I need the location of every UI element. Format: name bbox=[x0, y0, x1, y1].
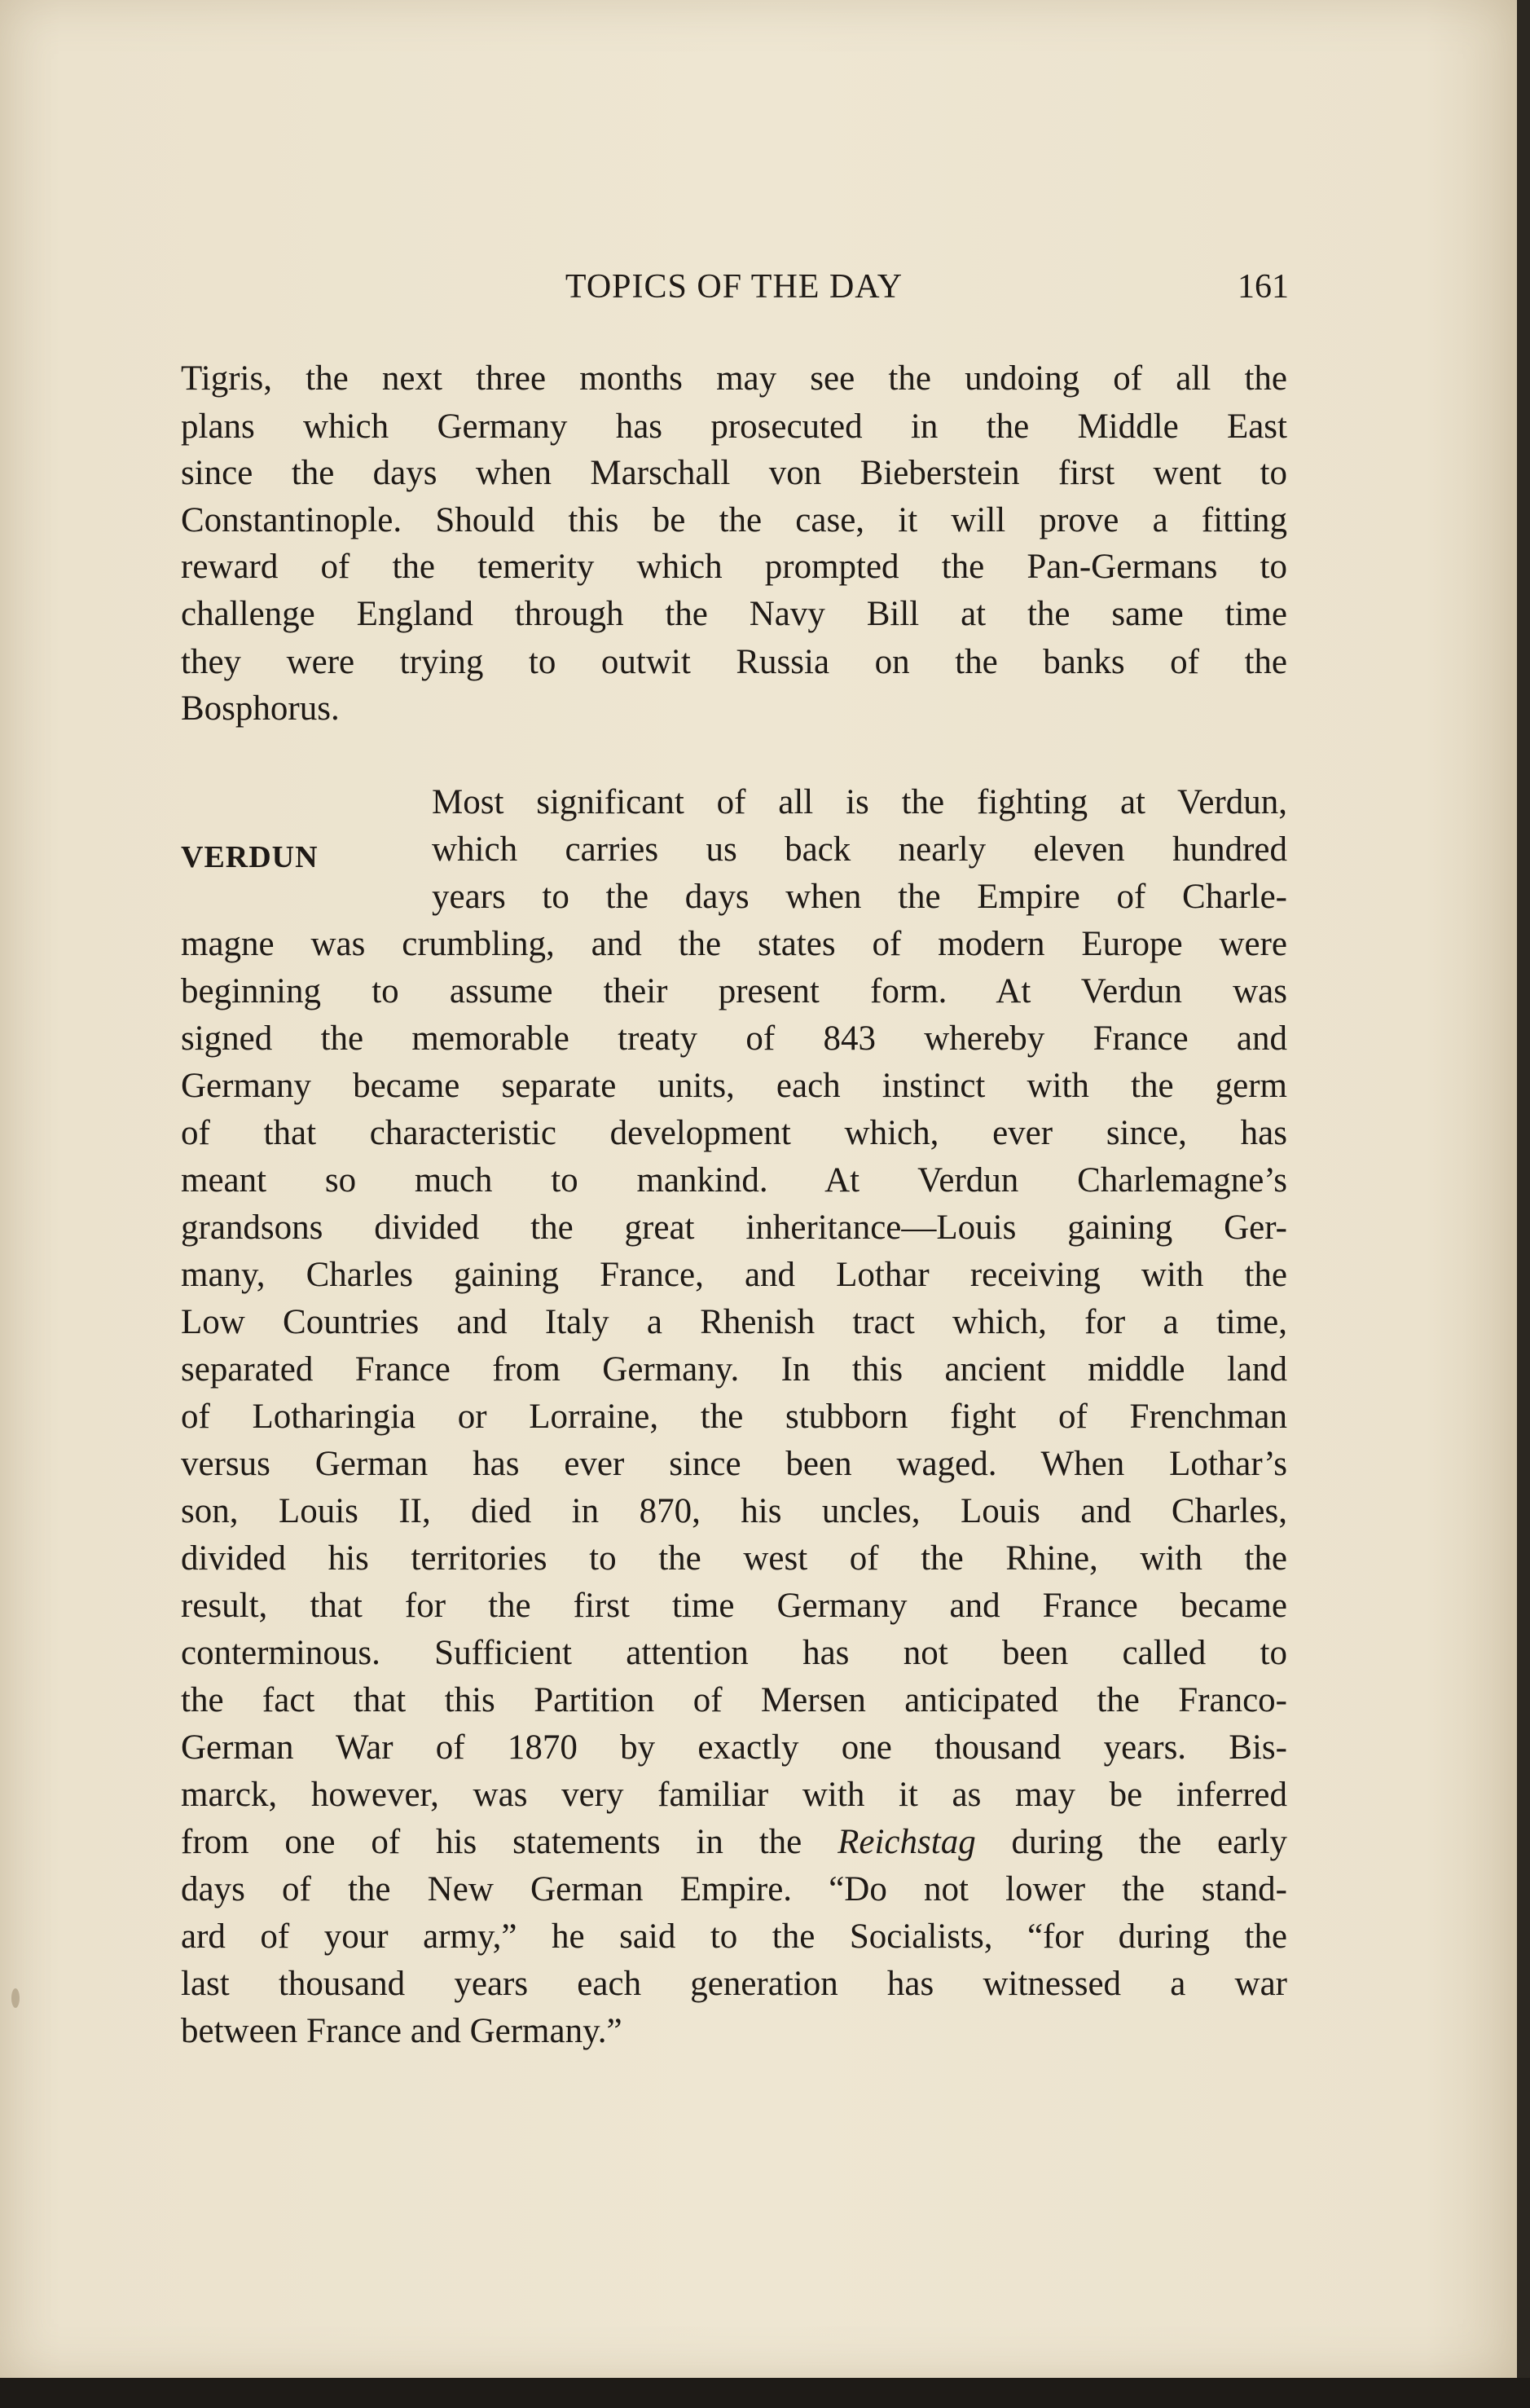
text-line: they were trying to outwit Russia on the banks of the bbox=[181, 643, 1287, 681]
text-line: since the days when Marschall von Bieberstein first went to bbox=[181, 454, 1287, 492]
text-line: the fact that this Partition of Mersen anticipated the Franco- bbox=[181, 1681, 1287, 1719]
text-line: days of the New German Empire. “Do not lower the stand- bbox=[181, 1870, 1287, 1908]
sidenote-verdun: VERDUN bbox=[181, 840, 319, 874]
text-line: between France and Germany.” bbox=[181, 2012, 622, 2050]
running-head bbox=[179, 267, 1289, 316]
reichstag-italic: Reichstag bbox=[838, 1823, 976, 1861]
text-line: from one of his statements in the Reichstag during the early bbox=[181, 1823, 1287, 1861]
text-line: which carries us back nearly eleven hundred bbox=[432, 830, 1287, 869]
text-line: Most significant of all is the fighting at Verdun, bbox=[432, 783, 1287, 821]
text-line: conterminous. Sufficient attention has not been called to bbox=[181, 1634, 1287, 1672]
text-line: signed the memorable treaty of 843 whereby France and bbox=[181, 1019, 1287, 1058]
text-line: challenge England through the Navy Bill at the same time bbox=[181, 595, 1287, 633]
text-line: son, Louis II, died in 870, his uncles, Louis and Charles, bbox=[181, 1492, 1287, 1530]
text-line: German War of 1870 by exactly one thousand years. Bis- bbox=[181, 1728, 1287, 1767]
text-line: Low Countries and Italy a Rhenish tract which, for a time, bbox=[181, 1303, 1287, 1341]
text-line: marck, however, was very familiar with it as may be inferred bbox=[181, 1776, 1287, 1814]
text-line: Bosphorus. bbox=[181, 689, 340, 728]
text-line: Germany became separate units, each instinct with the germ bbox=[181, 1067, 1287, 1105]
text-line: Tigris, the next three months may see the undoing of all the bbox=[181, 359, 1287, 398]
text-line: of Lotharingia or Lorraine, the stubborn fight of Frenchman bbox=[181, 1398, 1287, 1436]
text-line: ard of your army,” he said to the Socialists, “for during the bbox=[181, 1917, 1287, 1956]
text-line: magne was crumbling, and the states of modern Europe were bbox=[181, 925, 1287, 963]
text-line: of that characteristic development which, ever since, has bbox=[181, 1114, 1287, 1152]
text-line: many, Charles gaining France, and Lothar receiving with the bbox=[181, 1256, 1287, 1294]
text-line: divided his territories to the west of the Rhine, with the bbox=[181, 1539, 1287, 1578]
text-line: last thousand years each generation has witnessed a war bbox=[181, 1965, 1287, 2003]
text-line: result, that for the first time Germany and France became bbox=[181, 1587, 1287, 1625]
text-line: plans which Germany has prosecuted in the Middle East bbox=[181, 407, 1287, 446]
running-title: TOPICS OF THE DAY bbox=[565, 268, 903, 306]
text-line: versus German has ever since been waged. When Lothar’s bbox=[181, 1445, 1287, 1483]
text-line: reward of the temerity which prompted the Pan-Germans to bbox=[181, 548, 1287, 586]
text-line: beginning to assume their present form. At Verdun was bbox=[181, 972, 1287, 1010]
page-bottom-edge bbox=[0, 2378, 1530, 2408]
text-line: grandsons divided the great inheritance—Louis gaining Ger- bbox=[181, 1208, 1287, 1247]
text-line: meant so much to mankind. At Verdun Charlemagne’s bbox=[181, 1161, 1287, 1200]
text-line: Constantinople. Should this be the case, it will prove a fitting bbox=[181, 501, 1287, 539]
page-number: 161 bbox=[1238, 268, 1289, 306]
text-line: separated France from Germany. In this ancient middle land bbox=[181, 1350, 1287, 1389]
text-line: years to the days when the Empire of Charle- bbox=[432, 878, 1287, 916]
paper-fleck bbox=[11, 1988, 20, 2008]
